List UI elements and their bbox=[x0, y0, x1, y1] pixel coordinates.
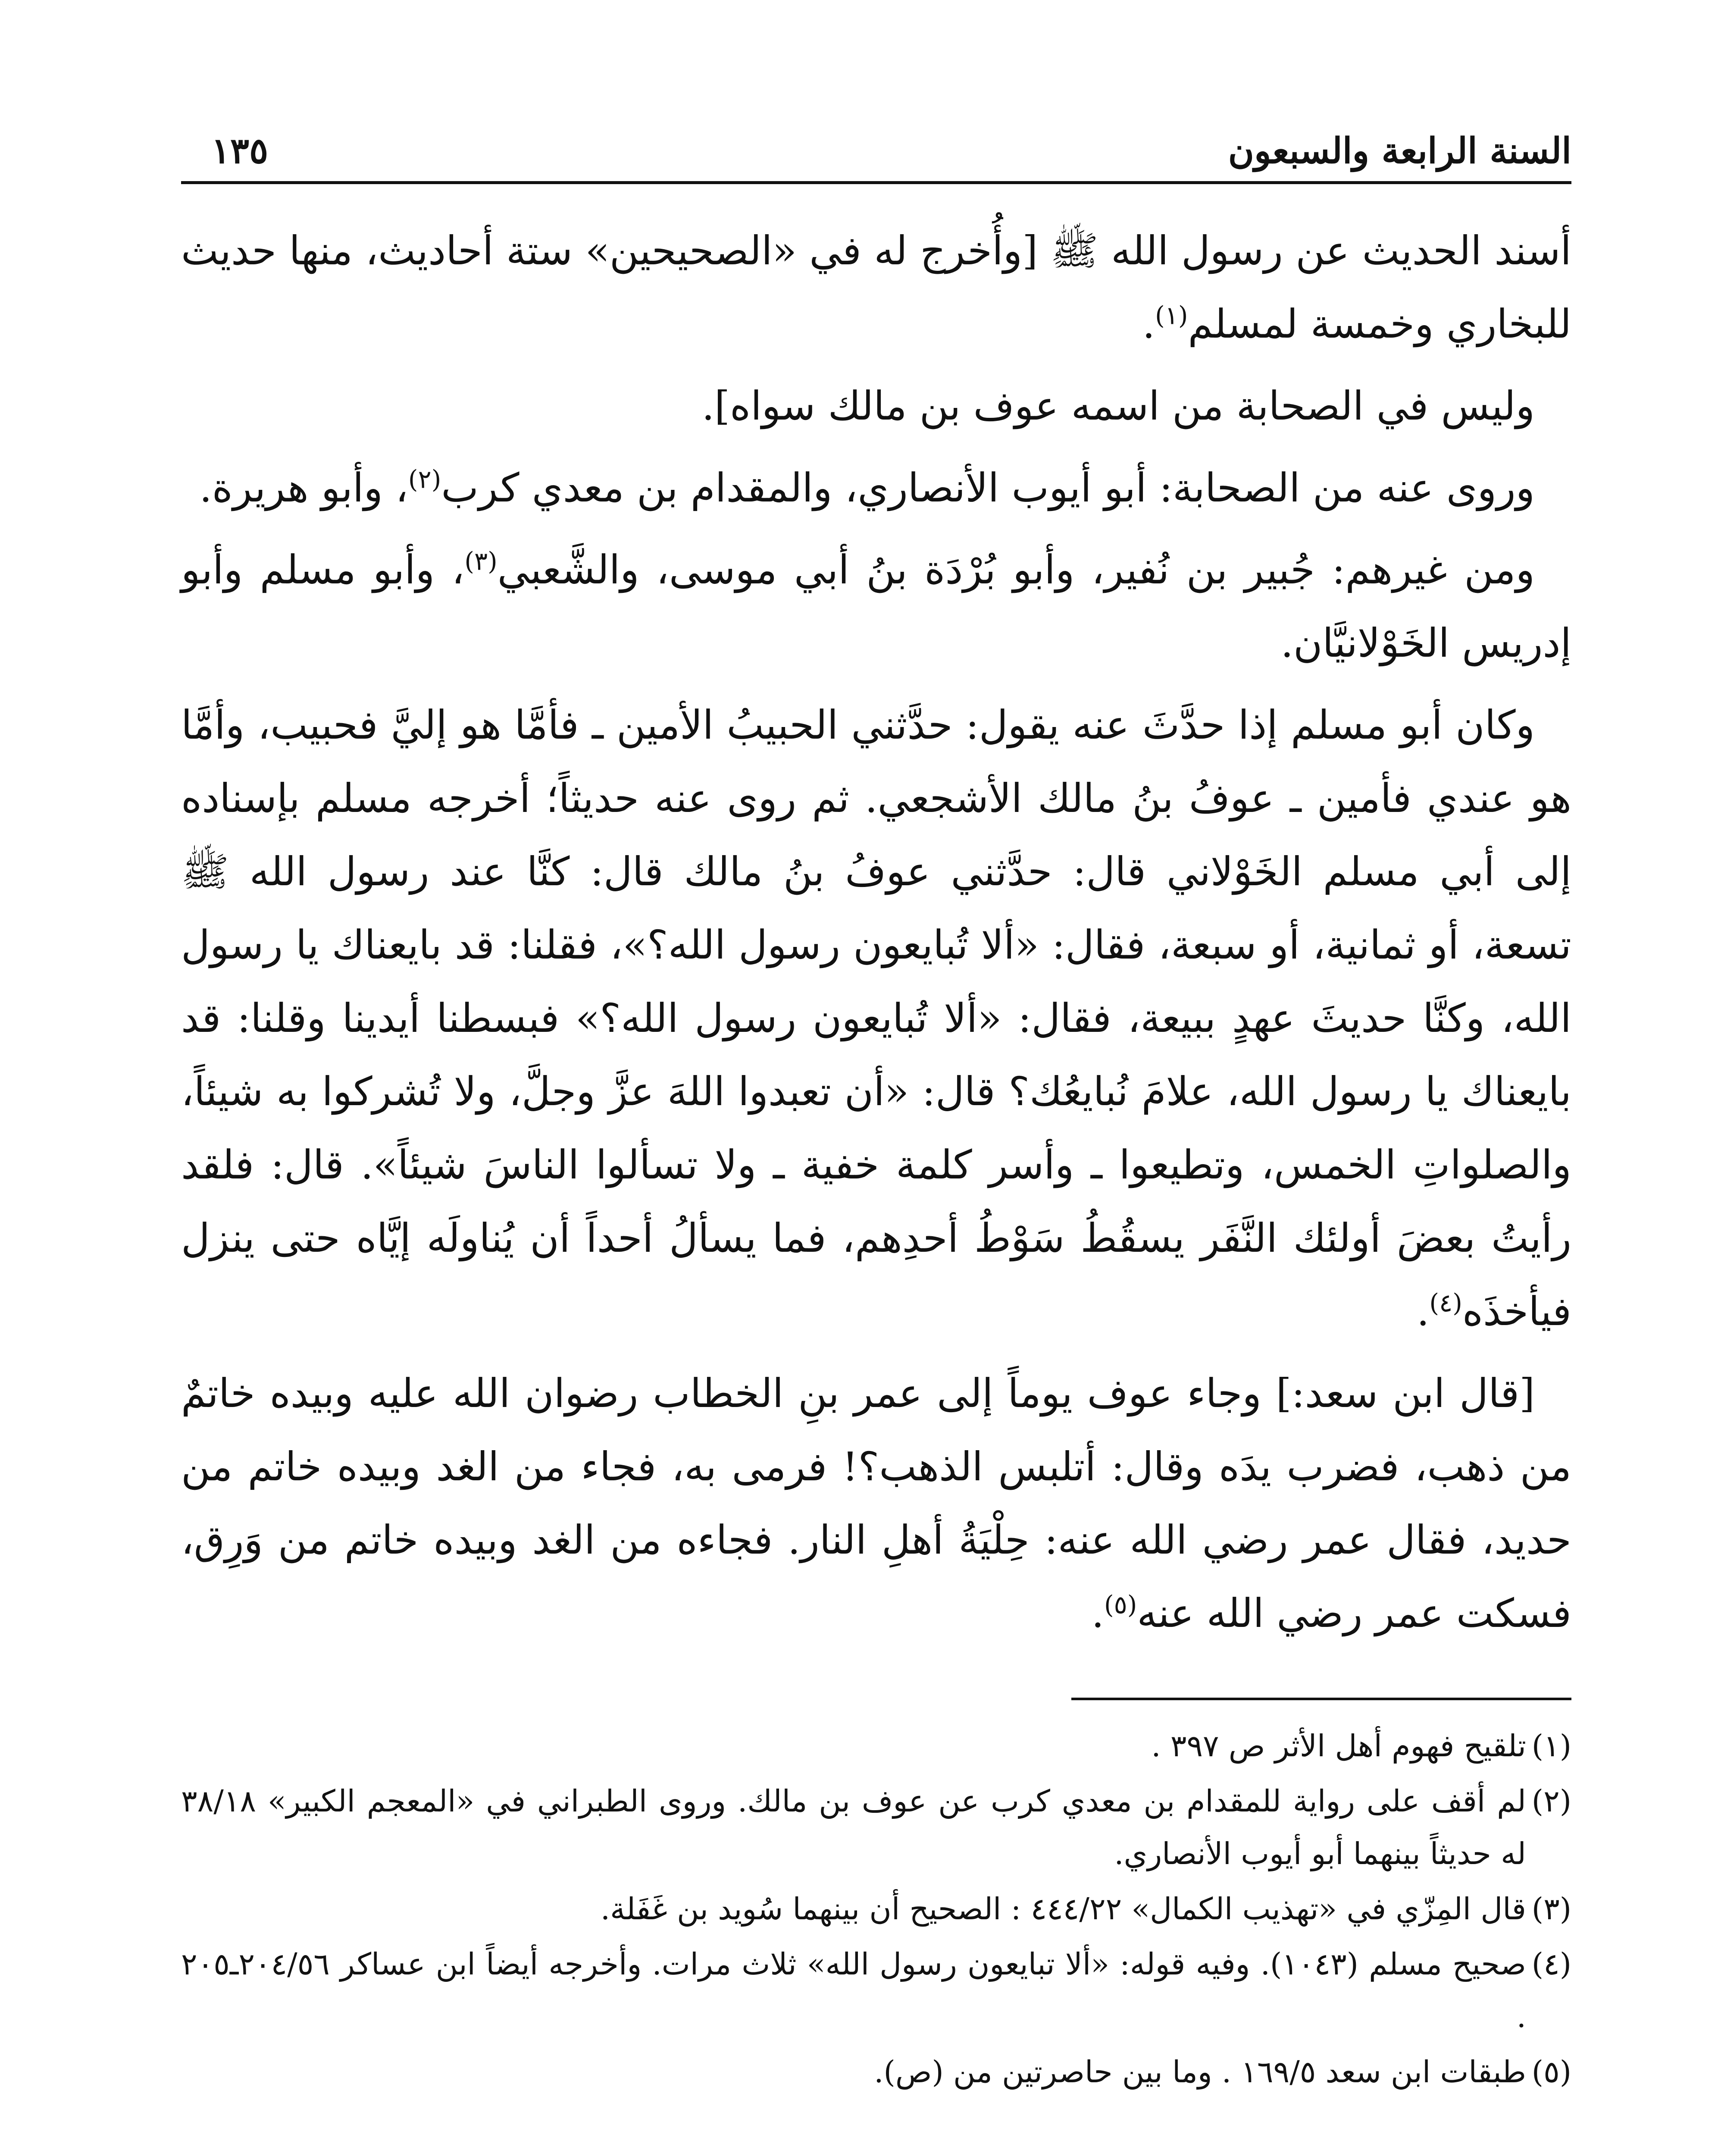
footnote-2 bbox=[181, 1775, 1571, 1880]
footnote-5 bbox=[181, 2046, 1571, 2098]
footnote-ref-1: (١) bbox=[1155, 301, 1188, 330]
paragraph-4-end: ، وأبو مسلم وأبو إدريس الخَوْلانيَّان. bbox=[181, 547, 1571, 666]
footnote-3 bbox=[181, 1883, 1571, 1935]
footnote-4 bbox=[181, 1938, 1571, 2043]
paragraph-3-text: وروى عنه من الصحابة: أبو أيوب الأنصاري، والمقدام بن معدي كرب bbox=[441, 465, 1535, 511]
footnote-number: (١) bbox=[1531, 1728, 1571, 1764]
paragraph-4-text: ومن غيرهم: جُبير بن نُفير، وأبو بُرْدَة بنُ أبي موسى، والشَّعبي bbox=[497, 547, 1535, 593]
paragraph-5-end: . bbox=[1417, 1288, 1430, 1335]
page-header bbox=[181, 108, 1571, 184]
footnote-text: لم أقف على رواية للمقدام بن معدي كرب عن عوف بن مالك. وروى الطبراني في «المعجم الكبير» ٣٨/١٨ له حديثاً بينهما أبو أيوب الأنصاري. bbox=[181, 1783, 1526, 1871]
footnote-text: صحيح مسلم (١٠٤٣). وفيه قوله: «ألا تبايعون رسول الله» ثلاث مرات. وأخرجه أيضاً ابن عساكر ٢٠٤/٥٦ـ٢٠٥ . bbox=[181, 1946, 1526, 2034]
paragraph-3 bbox=[181, 451, 1571, 525]
footnote-number: (٤) bbox=[1531, 1946, 1571, 1982]
running-title: السنة الرابعة والسبعون bbox=[1228, 130, 1571, 172]
paragraph-1-text: أسند الحديث عن رسول الله ﷺ [وأُخرج له في «الصحيحين» ستة أحاديث، منها حديث للبخاري وخمسة لمسلم bbox=[181, 228, 1571, 347]
footnote-ref-4: (٤) bbox=[1429, 1288, 1462, 1318]
footnotes bbox=[181, 1720, 1571, 2098]
paragraph-2-text: وليس في الصحابة من اسمه عوف بن مالك سواه]. bbox=[701, 383, 1535, 429]
paragraph-6-text: [قال ابن سعد:] وجاء عوف يوماً إلى عمر بنِ الخطاب رضوان الله عليه وبيده خاتمٌ من ذهب، فضرب يدَه وقال: أتلبس الذهب؟! فرمى به، فجاء من الغد وبيده خاتم من حديد، فقال عمر رضي الله عنه: حِلْيَةُ أهلِ النار. فجاءه من الغد وبيده خاتم من وَرِق، فسكت عمر رضي الله عنه bbox=[181, 1370, 1572, 1636]
footnote-number: (٢) bbox=[1531, 1783, 1571, 1819]
paragraph-6-end: . bbox=[1091, 1590, 1104, 1636]
paragraph-5 bbox=[181, 689, 1571, 1348]
paragraph-5-text: وكان أبو مسلم إذا حدَّثَ عنه يقول: حدَّثني الحبيبُ الأمين ـ فأمَّا هو إليَّ فحبيب، وأمَّا هو عندي فأمين ـ عوفُ بنُ مالك الأشجعي. ثم روى عنه حديثاً؛ أخرجه مسلم بإسناده إلى أبي مسلم الخَوْلاني قال: حدَّثني عوفُ بنُ مالك قال: كنَّا عند رسول الله ﷺ تسعة، أو ثمانية، أو سبعة، فقال: «ألا تُبايعون رسول الله؟»، فقلنا: قد بايعناك يا رسول الله، وكنَّا حديثَ عهدٍ ببيعة، فقال: «ألا تُبايعون رسول الله؟» فبسطنا أيدينا وقلنا: قد بايعناك يا رسول الله، علامَ نُبايعُك؟ قال: «أن تعبدوا اللهَ عزَّ وجلَّ، ولا تُشركوا به شيئاً، والصلواتِ الخمس، وتطيعوا ـ وأسر كلمة خفية ـ ولا تسألوا الناسَ شيئاً». قال: فلقد رأيتُ بعضَ أولئك النَّفَر يسقُطُ سَوْطُ أحدِهم، فما يسألُ أحداً أن يُناولَه إيَّاه حتى ينزل فيأخذَه bbox=[181, 702, 1571, 1335]
footnote-number: (٥) bbox=[1531, 2054, 1571, 2090]
page-number: ١٣٥ bbox=[211, 130, 269, 172]
footnote-text: قال المِزّي في «تهذيب الكمال» ٤٤٤/٢٢ : الصحيح أن بينهما سُويد بن غَفَلة. bbox=[600, 1891, 1526, 1927]
paragraph-4 bbox=[181, 533, 1571, 680]
footnote-text: طبقات ابن سعد ١٦٩/٥ . وما بين حاصرتين من (ص). bbox=[874, 2054, 1526, 2090]
footnote-ref-5: (٥) bbox=[1104, 1590, 1137, 1620]
paragraph-1 bbox=[181, 214, 1571, 361]
paragraph-2 bbox=[181, 370, 1571, 443]
footnote-divider bbox=[1071, 1698, 1571, 1700]
paragraph-1-end: . bbox=[1142, 301, 1155, 347]
footnote-number: (٣) bbox=[1531, 1891, 1571, 1927]
footnote-ref-2: (٢) bbox=[408, 464, 441, 494]
book-page bbox=[181, 108, 1571, 2156]
main-text bbox=[181, 214, 1571, 1650]
paragraph-6 bbox=[181, 1357, 1571, 1650]
footnote-text: تلقيح فهوم أهل الأثر ص ٣٩٧ . bbox=[1151, 1728, 1526, 1764]
paragraph-3-end: ، وأبو هريرة. bbox=[199, 465, 408, 511]
footnote-1 bbox=[181, 1720, 1571, 1772]
footnote-ref-3: (٣) bbox=[464, 546, 498, 576]
